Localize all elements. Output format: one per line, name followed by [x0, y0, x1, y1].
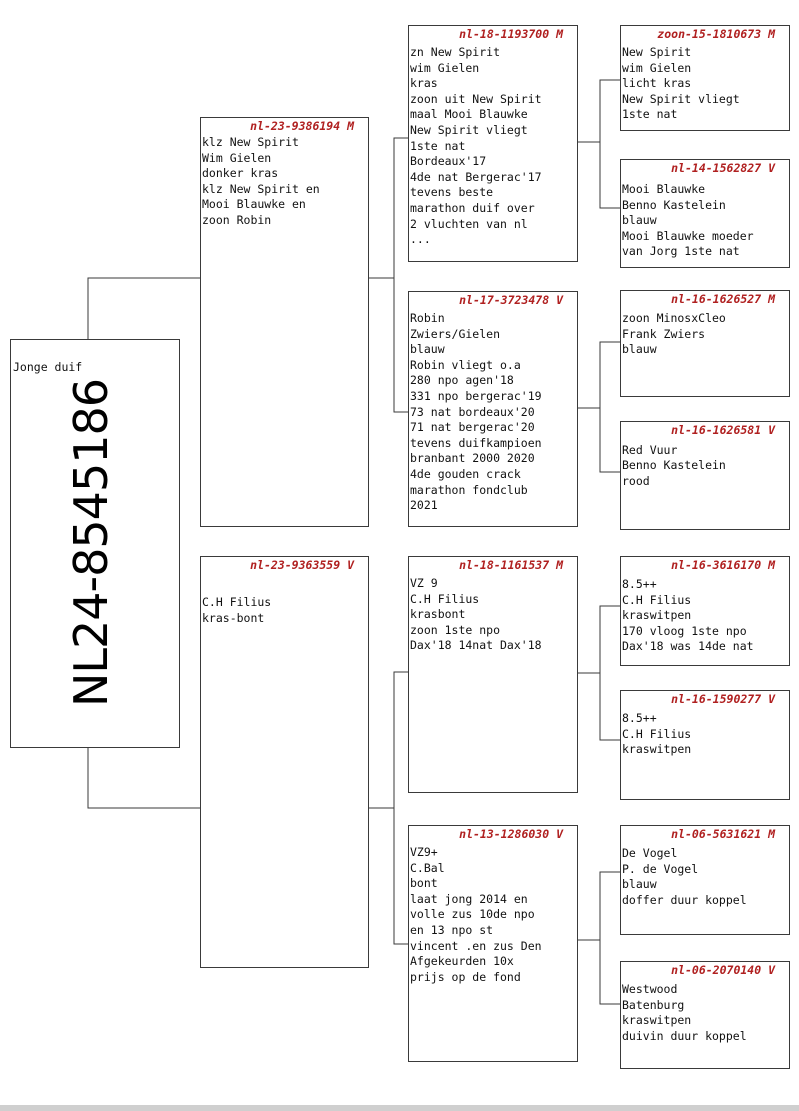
- detail-line: klz New Spirit en: [202, 181, 320, 196]
- detail-line: rood: [622, 473, 650, 488]
- ss-dam-details: [622, 182, 787, 260]
- detail-line: klz New Spirit: [202, 135, 299, 149]
- detail-line: laat jong 2014 en: [410, 891, 528, 906]
- ss-sire-card: [620, 25, 790, 131]
- sire-dam-details: [410, 311, 575, 514]
- ds-dam-ring-number: nl-16-1590277 V: [671, 692, 775, 706]
- ds-sire-details: [622, 577, 787, 655]
- sire-ring-number: nl-23-9386194 M: [250, 119, 354, 133]
- detail-line: Mooi Blauwke: [622, 182, 706, 196]
- dd-sire-card: [620, 825, 790, 935]
- detail-line: P. de Vogel: [622, 861, 699, 876]
- detail-line: 4de gouden crack: [410, 466, 521, 481]
- sd-dam-card: [620, 421, 790, 530]
- detail-line: en 13 npo st: [410, 922, 494, 937]
- sd-dam-ring-number: nl-16-1626581 V: [671, 423, 775, 437]
- detail-line: branbant 2000 2020: [410, 451, 535, 466]
- detail-line: Dax'18 14nat Dax'18: [410, 638, 542, 653]
- detail-line: prijs op de fond: [410, 969, 521, 984]
- ds-dam-card: [620, 690, 790, 800]
- dam-sire-ring-number: nl-18-1161537 M: [459, 558, 563, 572]
- dam-sire-details: [410, 576, 575, 654]
- detail-line: Mooi Blauwke en: [202, 197, 306, 212]
- sd-sire-ring-number: nl-16-1626527 M: [671, 292, 775, 306]
- detail-line: 8.5++: [622, 577, 657, 591]
- detail-line: 2 vluchten van nl: [410, 216, 528, 231]
- dam-sire-card: [408, 556, 578, 793]
- detail-line: tevens beste: [410, 185, 494, 200]
- detail-line: [622, 427, 787, 443]
- detail-line: New Spirit vliegt: [410, 122, 528, 137]
- sire-card: [200, 117, 369, 527]
- sd-sire-card: [620, 290, 790, 397]
- detail-line: wim Gielen: [622, 60, 692, 75]
- detail-line: bont: [410, 876, 438, 891]
- bottom-divider: [0, 1105, 799, 1111]
- sire-sire-card: [408, 25, 578, 262]
- detail-line: 73 nat bordeaux'20: [410, 404, 535, 419]
- detail-line: Robin vliegt o.a: [410, 357, 521, 372]
- detail-line: 331 npo bergerac'19: [410, 388, 542, 403]
- detail-line: VZ 9: [410, 576, 438, 590]
- detail-line: C.H Filius: [410, 591, 480, 606]
- detail-line: New Spirit vliegt: [622, 91, 740, 106]
- ds-dam-details: [622, 711, 787, 758]
- dd-dam-ring-number: nl-06-2070140 V: [671, 963, 775, 977]
- sire-dam-card: [408, 291, 578, 527]
- detail-line: New Spirit: [622, 45, 692, 59]
- detail-line: vincent .en zus Den: [410, 938, 542, 953]
- dam-ring-number: nl-23-9363559 V: [250, 558, 354, 572]
- dd-sire-ring-number: nl-06-5631621 M: [671, 827, 775, 841]
- detail-line: C.H Filius: [622, 726, 692, 741]
- detail-line: De Vogel: [622, 846, 678, 860]
- detail-line: 170 vloog 1ste npo: [622, 623, 747, 638]
- dd-dam-card: [620, 961, 790, 1069]
- detail-line: volle zus 10de npo: [410, 907, 535, 922]
- detail-line: Dax'18 was 14de nat: [622, 639, 754, 654]
- detail-line: marathon duif over: [410, 200, 535, 215]
- dam-card: [200, 556, 369, 968]
- detail-line: 8.5++: [622, 711, 657, 725]
- detail-line: blauw: [622, 877, 657, 892]
- detail-line: licht kras: [622, 76, 692, 91]
- detail-line: Frank Zwiers: [622, 326, 706, 341]
- detail-line: Robin: [410, 311, 445, 325]
- detail-line: Bordeaux'17: [410, 154, 487, 169]
- detail-line: ...: [410, 232, 431, 247]
- detail-line: 280 npo agen'18: [410, 373, 514, 388]
- detail-line: tevens duifkampioen: [410, 435, 542, 450]
- detail-line: C.H Filius: [622, 592, 692, 607]
- detail-line: C.H Filius: [202, 595, 272, 609]
- subject-note: Jonge duif: [13, 360, 83, 374]
- detail-line: kras: [410, 76, 438, 91]
- detail-line: kraswitpen: [622, 608, 692, 623]
- dd-sire-details: [622, 846, 787, 908]
- detail-line: krasbont: [410, 607, 466, 622]
- ss-dam-ring-number: nl-14-1562827 V: [671, 161, 775, 175]
- detail-line: 71 nat bergerac'20: [410, 420, 535, 435]
- dam-dam-card: [408, 825, 578, 1062]
- detail-line: 2021: [410, 498, 438, 513]
- detail-line: marathon fondclub: [410, 482, 528, 497]
- detail-line: zoon uit New Spirit: [410, 91, 542, 106]
- detail-line: blauw: [622, 342, 657, 357]
- detail-line: 1ste nat: [410, 138, 466, 153]
- detail-line: VZ9+: [410, 845, 438, 859]
- ds-sire-ring-number: nl-16-3616170 M: [671, 558, 775, 572]
- detail-line: zoon Robin: [202, 212, 272, 227]
- sire-sire-details: [410, 45, 575, 248]
- dam-dam-details: [410, 845, 575, 985]
- subject-ring-number: NL24-8545186: [64, 378, 118, 708]
- detail-line: Benno Kastelein: [622, 197, 726, 212]
- sire-sire-ring-number: nl-18-1193700 M: [459, 27, 563, 41]
- detail-line: Mooi Blauwke moeder: [622, 228, 754, 243]
- detail-line: C.Bal: [410, 860, 445, 875]
- sd-sire-details: [622, 311, 787, 358]
- ss-sire-ring-number: zoon-15-1810673 M: [657, 27, 775, 41]
- detail-line: doffer duur koppel: [622, 892, 747, 907]
- dd-dam-details: [622, 982, 787, 1044]
- ds-sire-card: [620, 556, 790, 666]
- dam-dam-ring-number: nl-13-1286030 V: [459, 827, 563, 841]
- detail-line: 1ste nat: [622, 107, 678, 122]
- detail-line: Batenburg: [622, 997, 685, 1012]
- subject-card: [10, 339, 180, 748]
- detail-line: Red Vuur: [622, 442, 678, 457]
- detail-line: Afgekeurden 10x: [410, 954, 514, 969]
- sire-dam-ring-number: nl-17-3723478 V: [459, 293, 563, 307]
- detail-line: kraswitpen: [622, 1013, 692, 1028]
- detail-line: maal Mooi Blauwke: [410, 107, 528, 122]
- sd-dam-details: [622, 427, 787, 489]
- ss-sire-details: [622, 45, 787, 123]
- detail-line: zoon 1ste npo: [410, 622, 501, 637]
- detail-line: Wim Gielen: [202, 150, 272, 165]
- detail-line: blauw: [622, 213, 657, 228]
- detail-line: kras-bont: [202, 610, 265, 625]
- detail-line: kraswitpen: [622, 742, 692, 757]
- detail-line: Benno Kastelein: [622, 458, 726, 473]
- detail-line: van Jorg 1ste nat: [622, 244, 740, 259]
- sire-details: [202, 135, 366, 229]
- detail-line: zoon MinosxCleo: [622, 311, 726, 325]
- detail-line: 4de nat Bergerac'17: [410, 169, 542, 184]
- detail-line: zn New Spirit: [410, 45, 501, 59]
- detail-line: donker kras: [202, 166, 279, 181]
- detail-line: duivin duur koppel: [622, 1028, 747, 1043]
- dam-details: [202, 595, 366, 626]
- detail-line: blauw: [410, 342, 445, 357]
- detail-line: Zwiers/Gielen: [410, 326, 501, 341]
- detail-line: wim Gielen: [410, 60, 480, 75]
- ss-dam-card: [620, 159, 790, 268]
- detail-line: Westwood: [622, 982, 678, 996]
